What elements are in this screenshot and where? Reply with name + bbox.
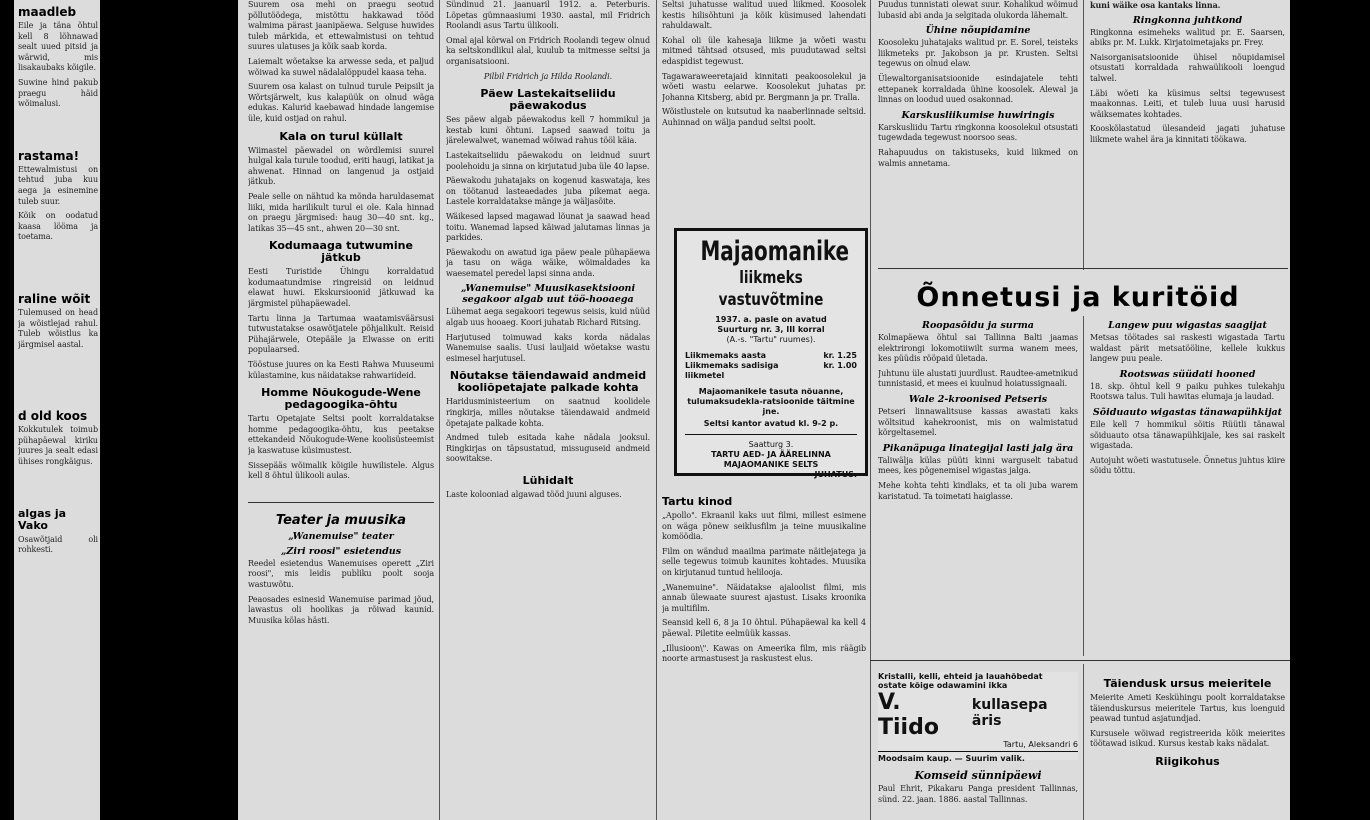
headline-segakoor: „Wanemuise" Muusikasektsiooni segakoor algab uut töö-hooaega <box>460 283 636 306</box>
article-text: Peaosades esinesid Wanemuise parimad jõud, lawastus oli hoolikas ja rõiwad kaunid. Muusika kõlas hästi. <box>248 594 434 625</box>
article-text: Suurem osa mehi on praegu seotud põllutöödega, mistõttu hakkawad tööd walmima pärast jaanipäewa. Selguse huwides tuleb märkida, et ettewalmistusi on tehtud suures ulatuses ja kõik saab korda. <box>248 0 434 52</box>
article-text: Laste kolooniad algawad tööd juuni alguses. <box>446 490 622 499</box>
article-text: Eesti Turistide Ühingu korraldatud kodumaatundmise ringreisid on leidnud elawat huwi. Ekskursioonid jätkuwad ka järgmistel pühapäewadel. <box>248 267 434 309</box>
ad-title: Majaomanike <box>700 236 850 267</box>
fee-label: Liikmemaks sadisiga liikmetel <box>685 361 779 380</box>
ad-hours: Seltsi kantor avatud kl. 9-2 p. <box>703 419 839 428</box>
article-text: Tartu linna ja Tartumaa waatamisväärsusi tutwustatakse osawõtjatele põhjalikult. Reisid Pühajärwele, Otepääle ja Elwasse on eriti populaarsed. <box>248 313 434 355</box>
col-a-text: Eile ja täna õhtul kell 8 lõhnawad sealt uued pitsid ja wärwid, mis lisakaubaks kõigile. <box>18 21 98 73</box>
ad-line: Suurturg nr. 3, III korral <box>717 325 825 334</box>
col-a-heading-4: d old koos <box>18 409 88 424</box>
article-text: Rahapuudus on takistuseks, kuid liikmed on walmis annetama. <box>878 147 1078 168</box>
tiido-advertisement <box>878 672 1078 763</box>
column-g-right <box>1090 672 1285 820</box>
column-divider <box>656 0 657 820</box>
ad-info: Majaomanikele tasuta nõuanne, tulumaksudekla-ratsioonide täitmine jne. <box>687 387 855 416</box>
article-text: Sündinud 21. jaanuaril 1912. a. Peterburis. Lõpetas gümnaasiumi 1930. aastal, mil Fridrich Roolandi asus Tartu ülikooli. <box>446 0 650 31</box>
headline-kodumaa: Kodumaaga tutwumine jätkub <box>269 239 413 265</box>
article-text: Koosoleku juhatajaks walitud pr. E. Sorel, teisteks liikmeteks pr. Jakobson ja pr. Krusten. Seltsi tegewus on olnud elaw. <box>878 38 1078 69</box>
article-text: Ses päew algab päewakodus kell 7 hommikul ja kestab kuni õhtuni. Lapsed saawad toitu ja järelewalwet, wanemad wõiwad rahus tööl käia. <box>446 115 650 146</box>
col-a-heading-2: rastama! <box>18 148 80 163</box>
article-text: 18. skp. õhtul kell 9 paiku puhkes tulekahju Rootswa talus. Tuli hawitas elumaja ja laudad. <box>1090 381 1285 402</box>
article-text: Wiimastel päewadel on wõrdlemisi suurel hulgal kala turule toodud, eriti haugi, latikat ja ahwenat. Hinnad on langenud ja ostjaid jätkub. <box>248 145 434 187</box>
article-text: Wõistlustele on kutsutud ka naaberlinnade seltsid. Auhinnad on wälja pandud seltsi poolt. <box>662 107 866 127</box>
tiido-line2: ostate kõige odawamini ikka <box>878 681 1008 690</box>
article-text: Laiemalt wõetakse ka arwesse seda, et paljud wõiwad ka suwel nädalalõppudel kaasa teha. <box>248 56 434 77</box>
headline-roopa: Roopasõidu ja surma <box>922 320 1034 331</box>
article-text: Sissepääs wõimalik kõigile huwilistele. Algus kell 8 õhtul ülikooli aulas. <box>248 460 434 481</box>
article-text: „Apollo". Ekraanil kaks uut filmi, millest esimene on wäga põnew seiklusfilm ja teine muusikaline komöödia. <box>662 511 866 542</box>
column-c <box>446 0 650 820</box>
subheadline: Ühine nõupidamine <box>925 25 1031 37</box>
article-text: Päewakodu juhatajaks on kogenud kaswataja, kes on töötanud lasteaedades juba pikemat aega. Lastele korraldatakse mänge ja wäljasõite. <box>446 176 650 207</box>
ad-fee-row <box>685 361 857 381</box>
headline-taiendus: Täiendusk ursus meieritele <box>1103 677 1272 690</box>
column-divider <box>1083 664 1084 820</box>
article-text: Seltsi juhatusse walitud uued liikmed. Koosolek kestis hilisõhtuni ja kõik küsimused lahendati rahuldawalt. <box>662 0 866 31</box>
col-a-heading-5: algas ja Vako <box>18 506 67 532</box>
tiido-tagline: Moodsaim kaup. — Suurim valik. <box>878 751 1078 763</box>
tiido-name-row <box>878 690 1078 740</box>
column-e-lower <box>878 316 1078 666</box>
ad-subtitle: liikmeks vastuvõtmine <box>718 268 824 310</box>
tiido-shop: kullasepa äris <box>971 697 1048 729</box>
headline-paew: Päew Lastekaitseliidu päewakodus <box>480 87 616 113</box>
subheadline-ziri: „Ziri roosi" esietendus <box>280 545 402 557</box>
headline-rootswa: Rootswas süüdati hooned <box>1119 368 1256 380</box>
article-text: Reedel esietendus Wanemuises operett „Ziri roosi", mis leidis publiku poolt sooja wastuwõtu. <box>248 558 434 589</box>
article-text: Tagawaraweeretajaid kinnitati peakoosolekul ja wõeti wastu eelarwe. Koosolekut juhatas pr. Johanna Kitsberg, abid pr. Bergmann ja pr. Tralla. <box>662 71 866 102</box>
article-text: Autojuht wõeti wastutusele. Õnnetus juhtus kiire sõidu tõttu. <box>1090 455 1285 476</box>
article-text: Kooskõlastatud ülesandeid jagati juhatuse liikmete wahel ära ja kinnitati töökawa. <box>1090 124 1285 144</box>
col-a-heading-1: maadleb <box>18 5 77 19</box>
col-a-text: Kõik on oodatud kaasa lööma ja toetama. <box>18 211 98 242</box>
headline-soiduauto: Sõiduauto wigastas tänawapühkijat <box>1092 406 1283 418</box>
fee-value: kr. 1.00 <box>823 361 857 370</box>
col-a-text: Kokkutulek toimub pühapäewal kiriku juures ja sealt edasi ühises rongkäigus. <box>18 425 98 467</box>
article-text: Metsas töötades sai raskesti wigastada Tartu waldast pärit metsatööline, kellele kukkus langew puu peale. <box>1090 333 1285 364</box>
headline-riigikohus: Riigikohus <box>1155 754 1220 768</box>
ad-line: (A.-s. "Tartu" ruumes). <box>726 335 816 344</box>
section-rule <box>878 268 1288 269</box>
article-text: Kolmapäewa õhtul sai Tallinna Balti jaamas elektrirongi lokomotiiwilt surma wanem mees, kes püüdis rööpaid ületada. <box>878 333 1078 364</box>
article-text: Harjutused toimuwad kaks korda nädalas Wanemuise saalis. Uusi lauljaid wõetakse wastu esimesel harjutusel. <box>446 332 650 363</box>
article-text: Eile kell 7 hommikul sõitis Rüütli tänawal sõiduauto otsa tänawapühkijale, kes sai raskelt wigastada. <box>1090 419 1285 451</box>
headline-wale: Wale 2-kroonised Petseris <box>908 393 1048 405</box>
ad-line: 1937. a. pasle on avatud <box>715 315 827 324</box>
ad-address: Saatturg 3. <box>748 440 794 449</box>
section-rule <box>248 502 434 503</box>
headline-luhidalt: Lühidalt <box>522 474 574 487</box>
fee-value: kr. 1.25 <box>823 351 857 360</box>
article-text: Ringkonna esimeheks walitud pr. E. Saarsen, abiks pr. M. Lukk. Kirjatoimetajaks pr. Frey. <box>1090 27 1285 48</box>
ad-rule <box>685 434 857 435</box>
article-text: Kohal oli üle kahesaja liikme ja wõeti wastu mitmed tähtsad otsused, mis puudutawad seltsi edaspidist tegewust. <box>662 35 866 66</box>
headline-pikanapu: Pikanäpuga linategijal lasti jalg ära <box>882 442 1074 454</box>
article-text: „Illusioon\". Kawas on Ameerika film, mis räägib noorte armastusest ja raskustest elus. <box>662 643 866 664</box>
column-d-lower <box>662 490 866 820</box>
column-f-top <box>1090 0 1285 270</box>
article-text: Kursusele wõiwad registreerida kõik meierites töötawad isikud. Kursus kestab kaks nädalat. <box>1090 728 1285 749</box>
fee-label: Liikmemaks aasta <box>685 351 767 360</box>
headline-kala: Kala on turul küllalt <box>279 129 403 143</box>
ad-signature: JUHATUS. <box>814 470 857 479</box>
article-text: Puudus tunnistati olewat suur. Kohalikud wõimud lubasid abi anda ja selgitada olukorda lähemalt. <box>878 0 1078 20</box>
tiido-address: Tartu, Aleksandri 6 <box>1003 740 1078 749</box>
col-a-text: Tulemused on head ja wõistlejad rahul. Tuleb wõistlus ka järgmisel aastal. <box>18 307 98 349</box>
headline-noutakse: Nõutakse täiendawaid andmeid kooliõpetajate palkade kohta <box>449 369 647 395</box>
column-g-left <box>878 765 1078 820</box>
article-text: Omal ajal kõrwal on Fridrich Roolandi tegew olnud ka seltskondlikul alal, kuulub ta mitmesse seltsi ja organisatsiooni. <box>446 35 650 66</box>
col-a-text: Ettewalmistusi on tehtud juba kuu aega ja esinemine tuleb suur. <box>18 164 98 206</box>
article-text: Karskusliidu Tartu ringkonna koosolekul otsustati tugewdada tegewust noorsoo seas. <box>878 122 1078 143</box>
left-page-fragment <box>14 0 100 820</box>
column-b <box>248 0 434 820</box>
column-f-lower <box>1090 316 1285 666</box>
article-text: Peale selle on nähtud ka mõnda haruldasemat liiki, mida harilikult turul ei ole. Kala hinnad on praegu järgmised: haug 30—40 snt. kg., latikas 35—45 snt., ahwen 20—30 snt. <box>248 191 434 233</box>
ad-organization: TARTU AED- JA ÄÄRELINNA MAJAOMANIKE SELTS <box>711 450 831 469</box>
subheadline-vanemuise: „Wanemuise" teater <box>288 530 394 542</box>
article-text: Lühemat aega segakoori tegewus seisis, kuid nüüd algab uus hooaeg. Koori juhatab Richard Ritsing. <box>446 307 650 328</box>
headline-langew: Langew puu wigastas saagijat <box>1108 320 1267 331</box>
subheadline-karskus: Karskusliikumise huwiringis <box>901 109 1055 121</box>
column-divider <box>870 0 871 820</box>
article-text: Mehe kohta tehti kindlaks, et ta oli juba warem karistatud. Ta toimetati haiglasse. <box>878 480 1078 501</box>
article-text: Meierite Ameti Keskühingu poolt korraldatakse täienduskursus meieritele Tartus, kus loenguid peawad tuntud asjatundjad. <box>1090 693 1285 724</box>
col-a-text: Osawõtjaid oli rohkesti. <box>18 534 98 555</box>
article-text: Läbi wõeti ka küsimus seltsi tegewusest maakonnas. Leiti, et tuleb luua uusi harusid wäiksemates kohtades. <box>1090 88 1285 119</box>
tiido-name: V. Tiido <box>878 690 939 740</box>
article-text: Tööstuse juures on ka Eesti Rahwa Muuseumi külastamine, kus näidatakse rahwariideid. <box>248 360 434 380</box>
headline-tartu-kinod: Tartu kinod <box>662 495 733 508</box>
article-text: Tartu Opetajate Seltsi poolt korraldatakse homme pedagoogika-õhtu, kus peetakse ettekandeid Nõukogude-Wene koolisüsteemist ja kaswatuse küsimustest. <box>248 414 434 455</box>
article-text: Petseri linnawalitsuse kassas awastati kaks wõltsitud kahekroonist, mis on walmistatud kõrgeltasemel. <box>878 406 1078 438</box>
newspaper-page <box>238 0 1290 820</box>
article-text: Juhtunu üle alustati juurdlust. Raudtee-ametnikud tunnistasid, et mees ei kuulnud hoiatussignaali. <box>878 368 1078 389</box>
article-text: „Wanemuine". Näidatakse ajaloolist filmi, mis annab ülewaate suurest ajastust. Lisaks kroonika ja multifilm. <box>662 582 866 613</box>
headline-teater: Teater ja muusika <box>275 512 407 528</box>
article-text: Wäikesed lapsed magawad lõunat ja saawad head toitu. Wanemad lapsed käiwad jalutamas linnas ja parkides. <box>446 211 650 243</box>
headline-onnetusi: Õnnetusi ja kuritöid <box>916 282 1240 313</box>
article-text: Naisorganisatsioonide ühisel nõupidamisel otsustati korraldada rahwaülikooli loengud talwel. <box>1090 52 1285 83</box>
column-divider <box>1083 0 1084 270</box>
signature: Pilbil Fridrich ja Hilda Roolandi. <box>483 71 613 81</box>
article-text: Päewakodu on awatud iga päew peale pühapäewa ja tasu on wäga wäike, wõimaldades ka waesematel peredel lapsi sinna anda. <box>446 247 650 278</box>
article-text: Taliwälja külas püüti kinni warguselt tabatud mees, kes põgenemisel wigastas jalga. <box>878 455 1078 476</box>
article-text: Ülewaltorganisatsioonide esindajatele tehti ettepanek korraldada ühine koosolek. Alewal ja linnas on loodud uued osakonnad. <box>878 73 1078 105</box>
headline-homme: Homme Nõukogude-Wene pedagoogika-õhtu <box>261 386 421 412</box>
col-a-heading-3: raline wõit <box>18 291 91 306</box>
ad-fee-row <box>685 351 857 361</box>
column-divider <box>439 0 440 820</box>
article-text: Film on wändud maailma parimate näitlejatega ja selle tegewus toimub kaunites kohtades. Muusika on kirjutanud tuntud helilooja. <box>662 546 866 577</box>
column-e <box>878 0 1078 270</box>
article-text: Suurem osa kalast on tulnud turule Peipsilt ja Wõrtsjärwelt, kus kalapüük on olnud wäga edukas. Kalurid kaebawad hindade langemise üle, kuid ostjad on rahul. <box>248 82 434 123</box>
article-text: kuni wäike osa kantaks linna. <box>1090 0 1221 10</box>
article-text: Paul Ehrit, Pikakaru Panga president Tallinnas, sünd. 22. jaan. 1886. aastal Tallinnas. <box>878 784 1078 804</box>
headline-komseid: Komseid sünnipäewi <box>914 769 1042 782</box>
col-a-text: Suwine hind pakub praegu häid wõimalusi. <box>18 77 98 109</box>
majaomanike-advertisement <box>674 228 868 479</box>
section-rule <box>870 660 1290 661</box>
subheadline-ringkond: Ringkonna juhtkond <box>1132 14 1243 26</box>
article-text: Seansid kell 6, 8 ja 10 õhtul. Pühapäewal ka kell 4 päewal. Piletite eelmüük kassas. <box>662 618 866 638</box>
article-text: Andmed tuleb esitada kahe nädala jooksul. Ringkirjas on täpsustatud, missuguseid andmeid soowitakse. <box>446 433 650 464</box>
tiido-line1: Kristalli, kelli, ehteid ja lauahõbedat <box>878 672 1043 681</box>
article-text: Lastekaitseliidu päewakodu on leidnud suurt poolehoidu ja sinna on kirjutatud juba üle 40 lapse. <box>446 150 650 171</box>
column-divider <box>1083 316 1084 656</box>
article-text: Haridusministeerium on saatnud koolidele ringkirja, milles nõutakse täiendawaid andmeid õpetajate palkade kohta. <box>446 397 650 428</box>
